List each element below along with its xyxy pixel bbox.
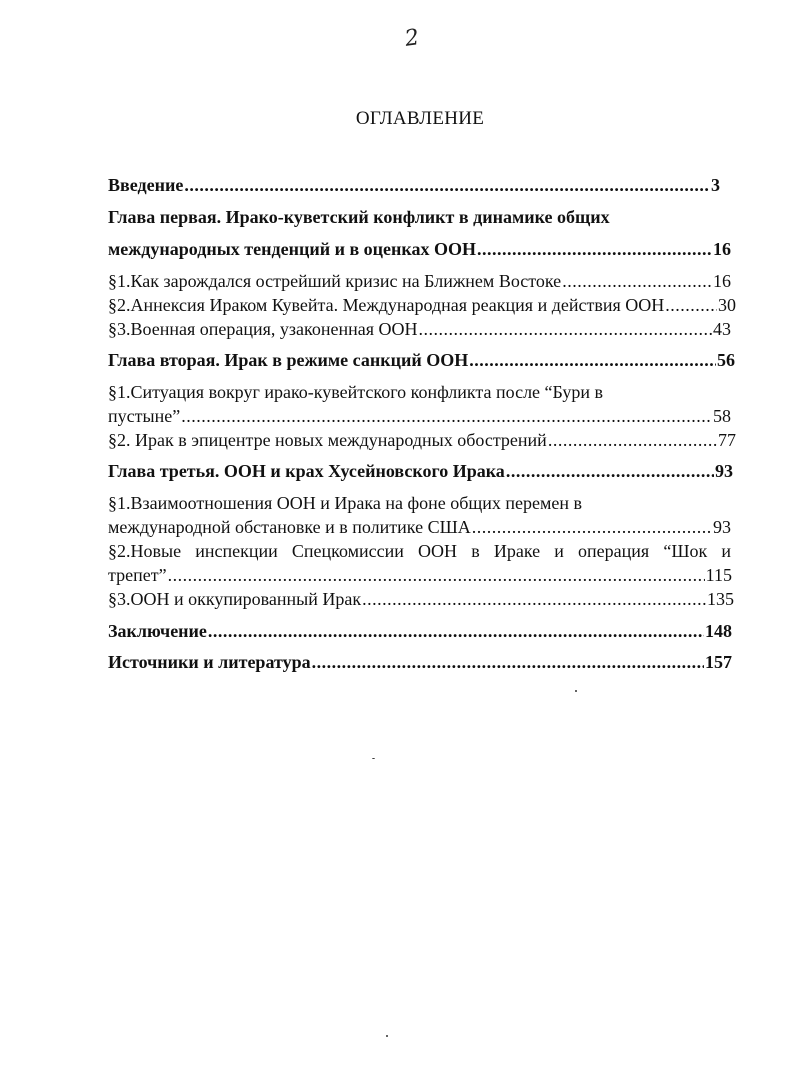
toc-entry-sources [108, 651, 732, 673]
toc-entry-chapter-1 [108, 238, 731, 260]
toc-heading: ОГЛАВЛЕНИЕ [355, 108, 485, 129]
toc-entry-title-continued: пустыне” [108, 406, 181, 426]
toc-entry-title: §2. Ирак в эпицентре новых международных обострений [108, 430, 547, 450]
toc-entry-ch1-section-3 [108, 318, 731, 340]
toc-entry-title: §3.Военная операция, узаконенная ООН [108, 319, 418, 339]
toc-entry-ch1-section-1 [108, 270, 731, 292]
leader-dots [312, 651, 704, 673]
scan-speck [575, 690, 577, 692]
toc-entry-page: 43 [713, 319, 731, 339]
toc-entry-page: 157 [705, 652, 732, 672]
toc-entry-title-continued: трепет” [108, 565, 167, 585]
toc-entry-title: Введение [108, 175, 184, 195]
toc-entry-title: Глава вторая. Ирак в режиме санкций ООН [108, 350, 469, 370]
toc-entry-ch2-section-1 [108, 405, 731, 427]
leader-dots [181, 405, 712, 427]
leader-dots [562, 270, 712, 292]
toc-entry-title: Глава третья. ООН и крах Хусейновского Ирака [108, 461, 505, 481]
toc-entry-page: 30 [718, 295, 736, 315]
handwritten-page-number: 2 [403, 25, 421, 52]
toc-entry-ch3-section-1 [108, 516, 731, 538]
leader-dots [506, 460, 714, 482]
toc-entry-title: §1.Ситуация вокруг ирако-кувейтского конфликта после “Бури в [108, 382, 604, 402]
leader-dots [362, 588, 706, 610]
toc-entry-title: §1.Взаимоотношения ООН и Ирака на фоне общих перемен в [108, 493, 583, 513]
toc-entry-title: §1.Как зарождался острейший кризис на Ближнем Востоке [108, 271, 562, 291]
toc-entry-ch2-section-1-title-line [108, 381, 648, 403]
toc-entry-page: 93 [713, 517, 731, 537]
toc-entry-page: 93 [715, 461, 733, 481]
toc-entry-page: 148 [705, 621, 732, 641]
toc-entry-ch3-section-3 [108, 588, 734, 610]
toc-entry-ch2-section-2 [108, 429, 736, 451]
leader-dots [477, 238, 712, 260]
scan-speck [386, 1035, 388, 1037]
leader-dots [419, 318, 713, 340]
toc-entry-page: 16 [713, 271, 731, 291]
toc-entry-ch3-section-2 [108, 564, 732, 586]
toc-entry-chapter-3 [108, 460, 733, 482]
toc-entry-page: 135 [707, 589, 734, 609]
leader-dots [472, 516, 712, 538]
scan-speck [372, 758, 375, 759]
toc-entry-ch1-section-2 [108, 294, 736, 316]
leader-dots [168, 564, 705, 586]
leader-dots [665, 294, 717, 316]
toc-entry-title-continued: международных тенденций и в оценках ООН [108, 239, 477, 259]
toc-entry-page: 77 [718, 430, 736, 450]
toc-entry-chapter-2 [108, 349, 735, 371]
leader-dots [548, 429, 717, 451]
toc-entry-title-continued: международной обстановке и в политике США [108, 517, 471, 537]
toc-entry-title: §2.Новые инспекции Спецкомиссии ООН в Ираке и операция “Шок и [108, 541, 731, 561]
toc-entry-page: 16 [713, 239, 731, 259]
toc-entry-ch3-section-1-title-line [108, 492, 628, 514]
toc-entry-title: §2.Аннексия Ираком Кувейта. Международная реакция и действия ООН [108, 295, 665, 315]
toc-entry-introduction [108, 174, 720, 196]
leader-dots [208, 620, 704, 642]
toc-entry-title: Источники и литература [108, 652, 311, 672]
toc-entry-page: 58 [713, 406, 731, 426]
leader-dots [184, 174, 710, 196]
toc-entry-conclusion [108, 620, 732, 642]
toc-entry-title: §3.ООН и оккупированный Ирак [108, 589, 362, 609]
toc-entry-chapter-1-title-line [108, 206, 628, 228]
toc-entry-title: Заключение [108, 621, 207, 641]
toc-entry-page: 115 [705, 565, 732, 585]
toc-entry-page: 56 [717, 350, 735, 370]
toc-entry-title: Глава первая. Ирако-куветский конфликт в динамике общих [108, 207, 610, 227]
toc-entry-page: 3 [711, 175, 720, 195]
leader-dots [469, 349, 716, 371]
toc-entry-ch3-section-2-title-line [108, 540, 731, 562]
